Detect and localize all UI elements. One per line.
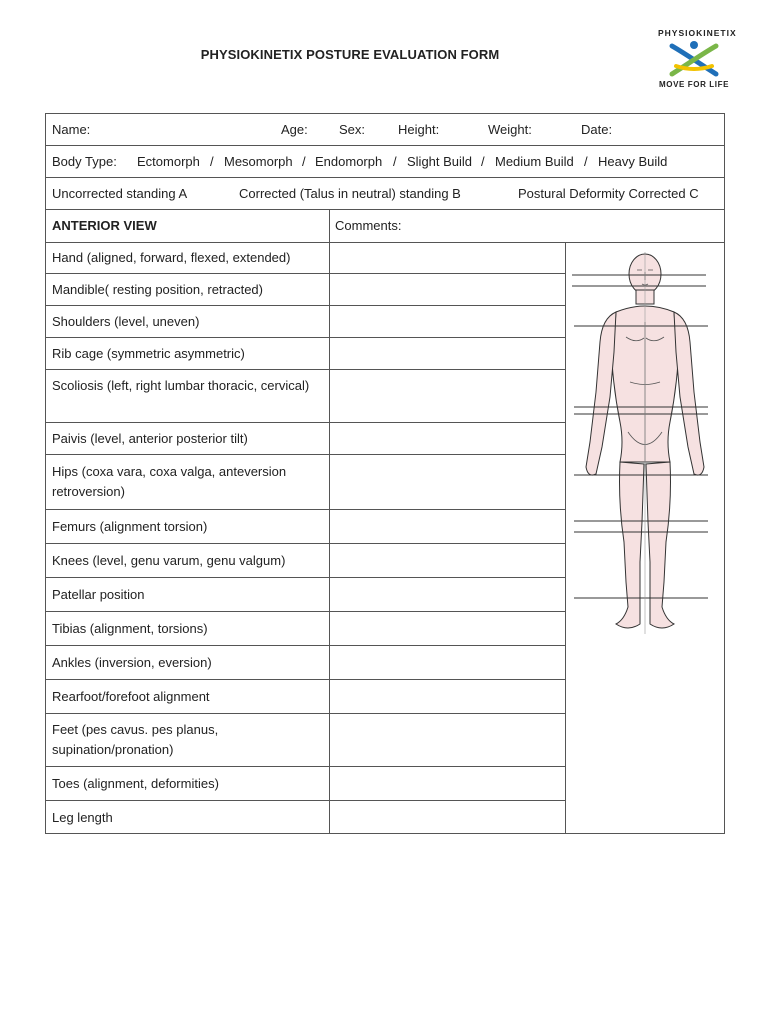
item-row-scoliosis: Scoliosis (left, right lumbar thoracic, cervical)	[46, 370, 329, 423]
logo-wordmark: PHYSIOKINETIX	[658, 28, 737, 38]
posture-evaluation-form	[45, 113, 725, 834]
body-type-row	[46, 146, 724, 178]
comment-field-mandible[interactable]	[329, 274, 565, 306]
comment-field-femurs[interactable]	[329, 510, 565, 544]
item-row-shoulders: Shoulders (level, uneven)	[46, 306, 329, 338]
body-type-ectomorph[interactable]: Ectomorph	[137, 154, 200, 169]
anterior-view-row	[46, 210, 724, 243]
comment-field-patellar[interactable]	[329, 578, 565, 612]
item-row-leg-length: Leg length	[52, 810, 113, 825]
separator: /	[393, 154, 397, 169]
comment-field-toes[interactable]	[329, 767, 565, 801]
corrected-standing-option[interactable]: Corrected (Talus in neutral) standing B	[239, 186, 461, 201]
sex-label: Sex:	[339, 122, 366, 137]
postural-deformity-option[interactable]: Postural Deformity Corrected C	[518, 186, 699, 201]
item-row-rearfoot: Rearfoot/forefoot alignment	[46, 680, 329, 714]
comment-field-knees[interactable]	[329, 544, 565, 578]
item-row-feet: Feet (pes cavus. pes planus, supination/pronation)	[46, 714, 329, 767]
body-type-heavy-build[interactable]: Heavy Build	[598, 154, 668, 169]
name-label: Name:	[52, 122, 91, 137]
item-row-pelvis: Paivis (level, anterior posterior tilt)	[46, 423, 329, 455]
comment-field-hand[interactable]	[329, 242, 565, 274]
item-row-patellar: Patellar position	[46, 578, 329, 612]
comment-field-pelvis[interactable]	[329, 423, 565, 455]
item-row-femurs: Femurs (alignment torsion)	[46, 510, 329, 544]
comment-field-feet[interactable]	[329, 714, 565, 767]
comment-field-hips[interactable]	[329, 455, 565, 510]
separator: /	[584, 154, 588, 169]
personal-info-row	[46, 114, 724, 146]
comment-field-leg-length[interactable]	[329, 801, 565, 834]
comment-field-shoulders[interactable]	[329, 306, 565, 338]
item-row-tibias: Tibias (alignment, torsions)	[46, 612, 329, 646]
body-type-endomorph[interactable]: Endomorph	[315, 154, 383, 169]
logo-tagline: MOVE FOR LIFE	[658, 80, 730, 89]
physiokinetix-logo	[658, 28, 737, 94]
item-row-mandible: Mandible( resting position, retracted)	[46, 274, 329, 306]
anterior-view-heading: ANTERIOR VIEW	[52, 218, 157, 233]
item-row-rib-cage: Rib cage (symmetric asymmetric)	[46, 338, 329, 370]
item-row-hand: Hand (aligned, forward, flexed, extended)	[46, 242, 329, 274]
comment-field-ankles[interactable]	[329, 646, 565, 680]
anterior-body-figure	[566, 242, 724, 642]
comments-label: Comments:	[335, 218, 402, 233]
separator: /	[302, 154, 306, 169]
uncorrected-standing-option[interactable]: Uncorrected standing A	[52, 186, 188, 201]
comment-field-rearfoot[interactable]	[329, 680, 565, 714]
comment-field-rib-cage[interactable]	[329, 338, 565, 370]
item-row-knees: Knees (level, genu varum, genu valgum)	[46, 544, 329, 578]
logo-x-icon	[666, 40, 722, 80]
body-type-slight-build[interactable]: Slight Build	[407, 154, 473, 169]
item-row-toes: Toes (alignment, deformities)	[46, 767, 329, 801]
item-row-ankles: Ankles (inversion, eversion)	[46, 646, 329, 680]
comment-field-tibias[interactable]	[329, 612, 565, 646]
date-label: Date:	[581, 122, 613, 137]
height-label: Height:	[398, 122, 440, 137]
weight-label: Weight:	[488, 122, 532, 137]
body-type-label: Body Type:	[52, 154, 117, 169]
separator: /	[210, 154, 214, 169]
item-row-hips: Hips (coxa vara, coxa valga, anteversion retroversion)	[46, 455, 329, 510]
body-type-medium-build[interactable]: Medium Build	[495, 154, 574, 169]
comment-field-scoliosis[interactable]	[329, 370, 565, 423]
standing-row	[46, 178, 724, 210]
body-type-mesomorph[interactable]: Mesomorph	[224, 154, 293, 169]
age-label: Age:	[281, 122, 308, 137]
separator: /	[481, 154, 485, 169]
page-title: PHYSIOKINETIX POSTURE EVALUATION FORM	[200, 47, 500, 62]
